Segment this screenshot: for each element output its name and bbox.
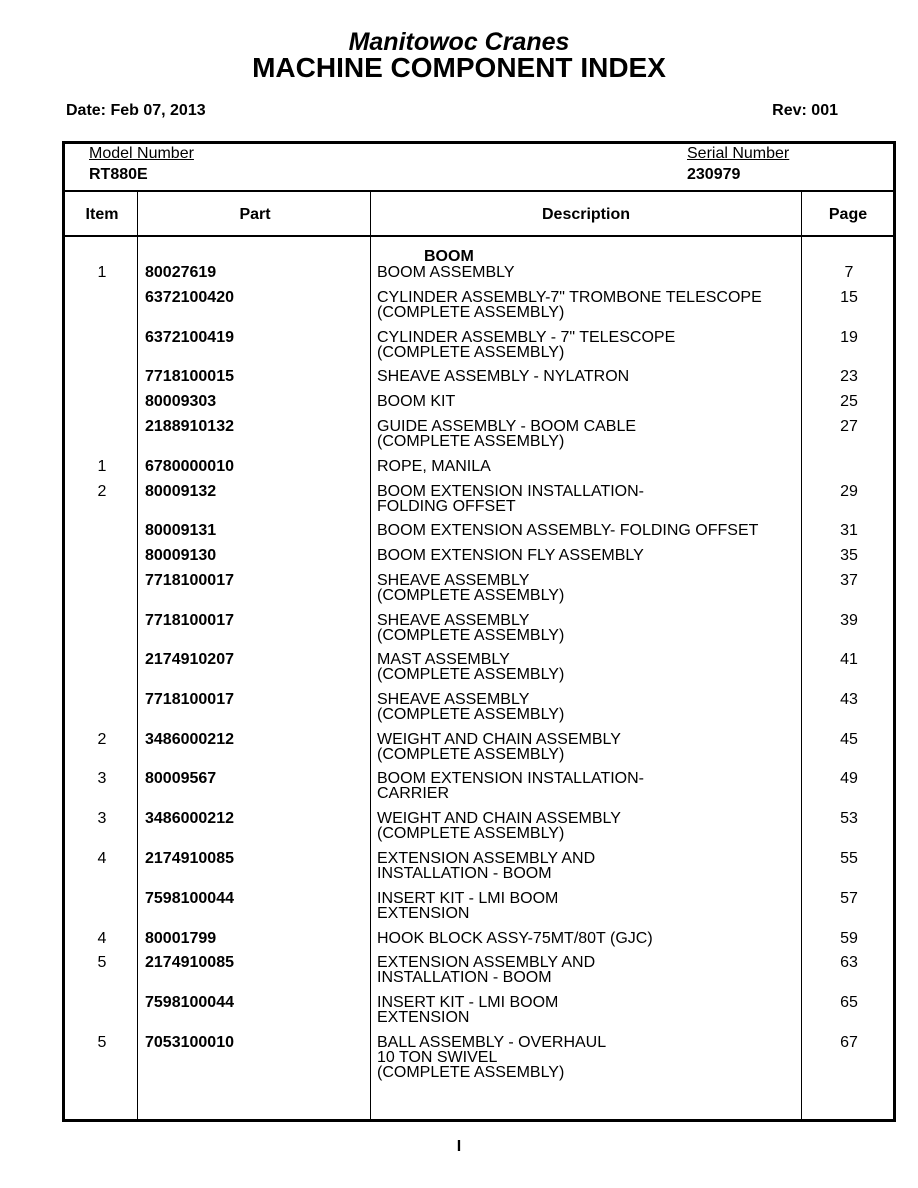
- document-date: Date: Feb 07, 2013: [66, 102, 206, 119]
- row-description: GUIDE ASSEMBLY - BOOM CABLE (COMPLETE ASSEMBLY): [377, 418, 637, 450]
- row-part-number: 80009130: [145, 547, 217, 564]
- row-description: BOOM EXTENSION FLY ASSEMBLY: [377, 547, 644, 564]
- row-description: EXTENSION ASSEMBLY AND INSTALLATION - BOOM: [377, 850, 596, 882]
- row-part-number: 7718100017: [145, 691, 234, 708]
- row-description: BOOM EXTENSION INSTALLATION- CARRIER: [377, 770, 644, 802]
- section-heading: BOOM: [424, 248, 474, 265]
- row-description: CYLINDER ASSEMBLY-7" TROMBONE TELESCOPE (COMPLETE ASSEMBLY): [377, 289, 762, 321]
- row-page: 65: [840, 994, 858, 1011]
- row-description: MAST ASSEMBLY (COMPLETE ASSEMBLY): [377, 651, 565, 683]
- row-description: BOOM KIT: [377, 393, 456, 410]
- column-divider: [801, 191, 802, 1119]
- row-description: SHEAVE ASSEMBLY (COMPLETE ASSEMBLY): [377, 612, 565, 644]
- row-page: 19: [840, 329, 858, 346]
- serial-number-value: 230979: [687, 166, 741, 183]
- column-header-description: Description: [541, 206, 630, 223]
- row-part-number: 80009132: [145, 483, 217, 500]
- row-page: 59: [840, 930, 858, 947]
- row-item: 4: [97, 850, 107, 867]
- row-description: CYLINDER ASSEMBLY - 7" TELESCOPE (COMPLETE ASSEMBLY): [377, 329, 676, 361]
- row-page: 29: [840, 483, 858, 500]
- row-description: BOOM ASSEMBLY: [377, 264, 515, 281]
- row-page: 39: [840, 612, 858, 629]
- component-index-table: [62, 141, 896, 1122]
- row-page: 23: [840, 368, 858, 385]
- row-part-number: 80009303: [145, 393, 217, 410]
- column-header-divider: [65, 235, 893, 237]
- row-item: 1: [97, 264, 107, 281]
- row-description: WEIGHT AND CHAIN ASSEMBLY (COMPLETE ASSEMBLY): [377, 731, 621, 763]
- row-item: 1: [97, 458, 107, 475]
- row-page: 37: [840, 572, 858, 589]
- row-page: 45: [840, 731, 858, 748]
- document-title: MACHINE COMPONENT INDEX: [252, 52, 666, 83]
- row-item: 5: [97, 1034, 107, 1051]
- row-page: 25: [840, 393, 858, 410]
- row-part-number: 2174910085: [145, 850, 234, 867]
- row-part-number: 80001799: [145, 930, 217, 947]
- header-divider: [65, 190, 893, 192]
- row-page: 63: [840, 954, 858, 971]
- row-part-number: 6780000010: [145, 458, 234, 475]
- column-header-part: Part: [239, 206, 271, 223]
- row-part-number: 6372100419: [145, 329, 234, 346]
- row-page: 31: [840, 522, 858, 539]
- row-item: 2: [97, 483, 107, 500]
- row-description: SHEAVE ASSEMBLY (COMPLETE ASSEMBLY): [377, 572, 565, 604]
- row-part-number: 7718100017: [145, 612, 234, 629]
- row-page: 53: [840, 810, 858, 827]
- row-page: 43: [840, 691, 858, 708]
- row-part-number: 2188910132: [145, 418, 234, 435]
- row-description: HOOK BLOCK ASSY-75MT/80T (GJC): [377, 930, 653, 947]
- row-part-number: 80009131: [145, 522, 217, 539]
- row-part-number: 80027619: [145, 264, 217, 281]
- row-item: 4: [97, 930, 107, 947]
- column-divider: [370, 191, 371, 1119]
- row-page: 35: [840, 547, 858, 564]
- row-part-number: 7598100044: [145, 994, 234, 1011]
- row-page: 15: [840, 289, 858, 306]
- row-page: 7: [844, 264, 854, 281]
- row-page: 27: [840, 418, 858, 435]
- row-item: 3: [97, 810, 107, 827]
- row-part-number: 2174910085: [145, 954, 234, 971]
- model-number-value: RT880E: [89, 166, 148, 183]
- column-header-item: Item: [85, 206, 119, 223]
- column-header-page: Page: [828, 206, 868, 223]
- row-description: WEIGHT AND CHAIN ASSEMBLY (COMPLETE ASSEMBLY): [377, 810, 621, 842]
- row-description: BOOM EXTENSION INSTALLATION- FOLDING OFFSET: [377, 483, 644, 515]
- row-part-number: 7718100015: [145, 368, 234, 385]
- row-item: 3: [97, 770, 107, 787]
- row-page: 41: [840, 651, 858, 668]
- row-part-number: 6372100420: [145, 289, 234, 306]
- row-part-number: 7598100044: [145, 890, 234, 907]
- row-part-number: 7718100017: [145, 572, 234, 589]
- row-part-number: 3486000212: [145, 810, 234, 827]
- model-number-label: Model Number: [89, 145, 194, 162]
- row-item: 5: [97, 954, 107, 971]
- row-description: BOOM EXTENSION ASSEMBLY- FOLDING OFFSET: [377, 522, 759, 539]
- row-page: 57: [840, 890, 858, 907]
- row-page: 67: [840, 1034, 858, 1051]
- row-description: SHEAVE ASSEMBLY (COMPLETE ASSEMBLY): [377, 691, 565, 723]
- row-item: 2: [97, 731, 107, 748]
- serial-number-label: Serial Number: [687, 145, 790, 162]
- row-part-number: 3486000212: [145, 731, 234, 748]
- row-description: EXTENSION ASSEMBLY AND INSTALLATION - BOOM: [377, 954, 596, 986]
- row-description: INSERT KIT - LMI BOOM EXTENSION: [377, 994, 559, 1026]
- row-description: BALL ASSEMBLY - OVERHAUL 10 TON SWIVEL (COMPLETE ASSEMBLY): [377, 1034, 607, 1081]
- row-description: INSERT KIT - LMI BOOM EXTENSION: [377, 890, 559, 922]
- row-part-number: 7053100010: [145, 1034, 234, 1051]
- row-part-number: 2174910207: [145, 651, 234, 668]
- row-description: ROPE, MANILA: [377, 458, 491, 475]
- row-page: 55: [840, 850, 858, 867]
- page-number: I: [456, 1138, 462, 1155]
- company-name: Manitowoc Cranes: [348, 28, 570, 56]
- column-divider: [137, 191, 138, 1119]
- row-part-number: 80009567: [145, 770, 217, 787]
- row-page: 49: [840, 770, 858, 787]
- document-revision: Rev: 001: [772, 102, 838, 119]
- row-description: SHEAVE ASSEMBLY - NYLATRON: [377, 368, 630, 385]
